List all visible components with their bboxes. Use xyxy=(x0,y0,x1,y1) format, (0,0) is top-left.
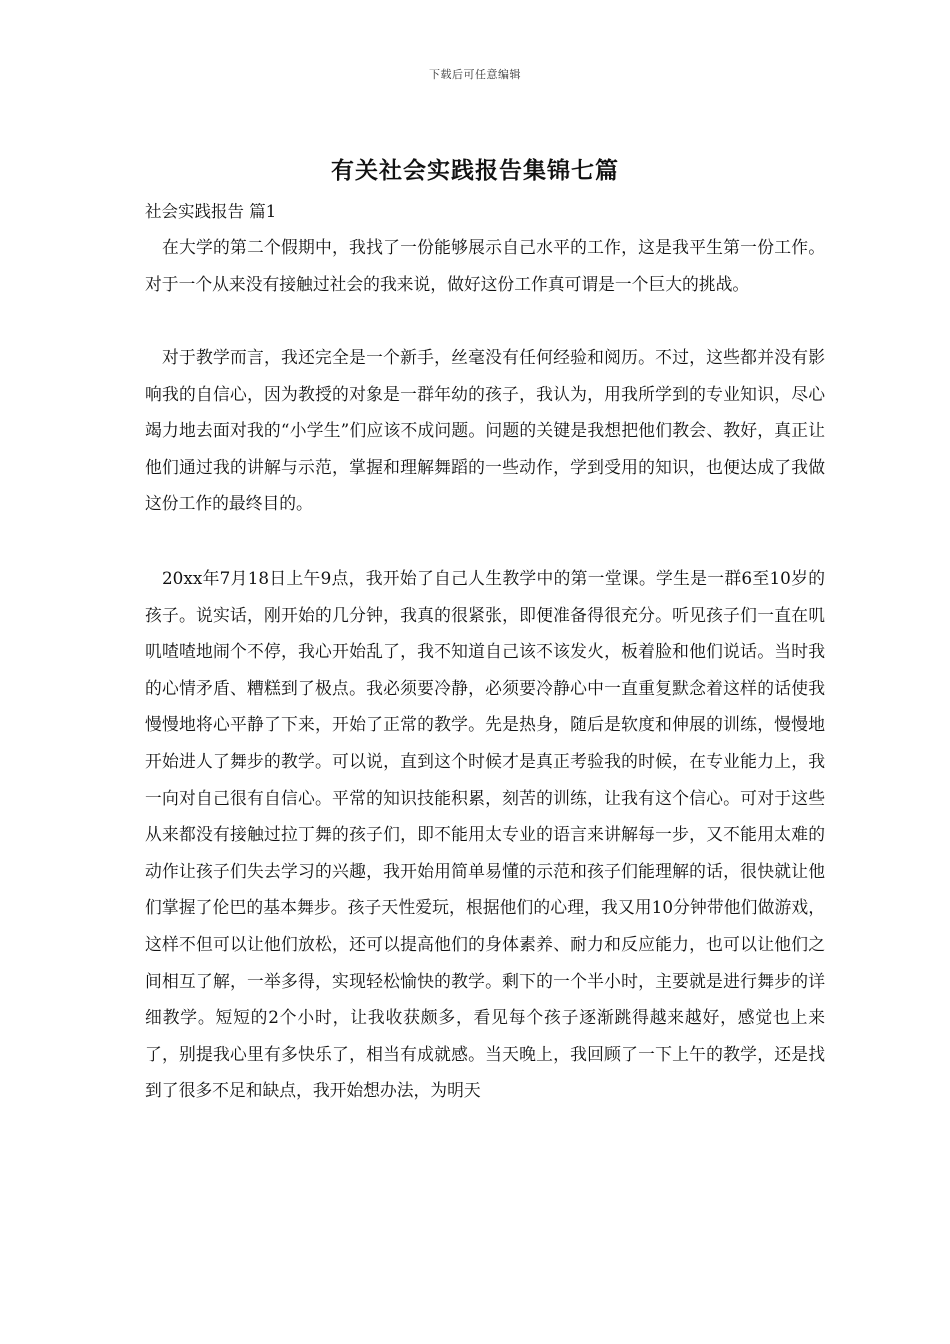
page-header-note: 下载后可任意编辑 xyxy=(429,68,521,81)
paragraph-2: 对于教学而言，我还完全是一个新手，丝毫没有任何经验和阅历。不过，这些都并没有影响我的自信心，因为教授的对象是一群年幼的孩子，我认为，用我所学到的专业知识，尽心竭力地去面对我的“小学生”们应该不成问题。问题的关键是我想把他们教会、教好，真正让他们通过我的讲解与示范，掌握和理解舞蹈的一些动作，学到受用的知识，也便达成了我做这份工作的最终目的。 xyxy=(145,347,825,514)
section-label: 社会实践报告 篇1 xyxy=(145,202,277,221)
document-title: 有关社会实践报告集锦七篇 xyxy=(331,157,619,184)
paragraph-1: 在大学的第二个假期中，我找了一份能够展示自己水平的工作，这是我平生第一份工作。对于一个从来没有接触过社会的我来说，做好这份工作真可谓是一个巨大的挑战。 xyxy=(145,237,825,294)
paragraph-3: 20xx年7月18日上午9点，我开始了自己人生教学中的第一堂课。学生是一群6至10岁的孩子。说实话，刚开始的几分钟，我真的很紧张，即便准备得很充分。听见孩子们一直在叽叽喳喳地闹个不停，我心开始乱了，我不知道自己该不该发火，板着脸和他们说话。当时我的心情矛盾、糟糕到了极点。我必须要冷静，必须要冷静心中一直重复默念着这样的话使我慢慢地将心平静了下来，开始了正常的教学。先是热身，随后是软度和伸展的训练，慢慢地开始进人了舞步的教学。可以说，直到这个时候才是真正考验我的时候，在专业能力上，我一向对自己很有自信心。平常的知识技能积累，刻苦的训练，让我有这个信心。可对于这些从来都没有接触过拉丁舞的孩子们，即不能用太专业的语言来讲解每一步，又不能用太难的动作让孩子们失去学习的兴趣，我开始用简单易懂的示范和孩子们能理解的话，很快就让他们掌握了伦巴的基本舞步。孩子天性爱玩，根据他们的心理，我又用10分钟带他们做游戏，这样不但可以让他们放松，还可以提高他们的身体素养、耐力和反应能力，也可以让他们之间相互了解，一举多得，实现轻松愉快的教学。剩下的一个半小时，主要就是进行舞步的详细教学。短短的2个小时，让我收获颇多，看见每个孩子逐渐跳得越来越好，感觉也上来了，别提我心里有多快乐了，相当有成就感。当天晚上，我回顾了一下上午的教学，还是找到了很多不足和缺点，我开始想办法，为明天 xyxy=(145,568,825,1101)
